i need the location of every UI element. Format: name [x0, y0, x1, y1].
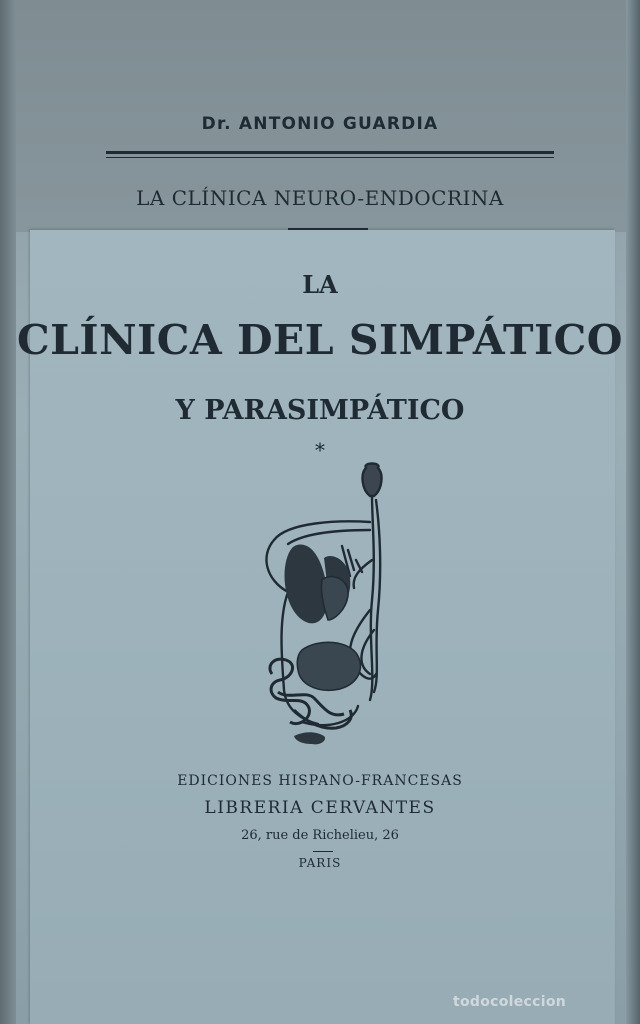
series-title: LA CLÍNICA NEURO-ENDOCRINA	[136, 186, 504, 210]
double-rule-thick	[106, 151, 554, 154]
publisher-line-2: LIBRERIA CERVANTES	[204, 798, 436, 818]
title-line-2: CLÍNICA DEL SIMPÁTICO	[16, 316, 624, 364]
anatomical-illustration-icon	[258, 460, 398, 750]
cover-left-edge	[0, 0, 16, 1024]
cover-right-edge	[626, 0, 640, 1024]
publisher-address: 26, rue de Richelieu, 26	[241, 828, 399, 843]
publisher-rule	[313, 851, 333, 852]
double-rule-thin	[106, 157, 554, 158]
publisher-city: PARIS	[298, 856, 342, 870]
short-rule	[288, 228, 368, 230]
volume-star: *	[315, 438, 325, 462]
title-line-1: LA	[302, 270, 338, 299]
author-name: Dr. ANTONIO GUARDIA	[201, 114, 439, 134]
watermark: todocoleccion	[453, 994, 567, 1010]
publisher-line-1: EDICIONES HISPANO-FRANCESAS	[177, 773, 463, 789]
title-line-3: Y PARASIMPÁTICO	[175, 395, 465, 426]
